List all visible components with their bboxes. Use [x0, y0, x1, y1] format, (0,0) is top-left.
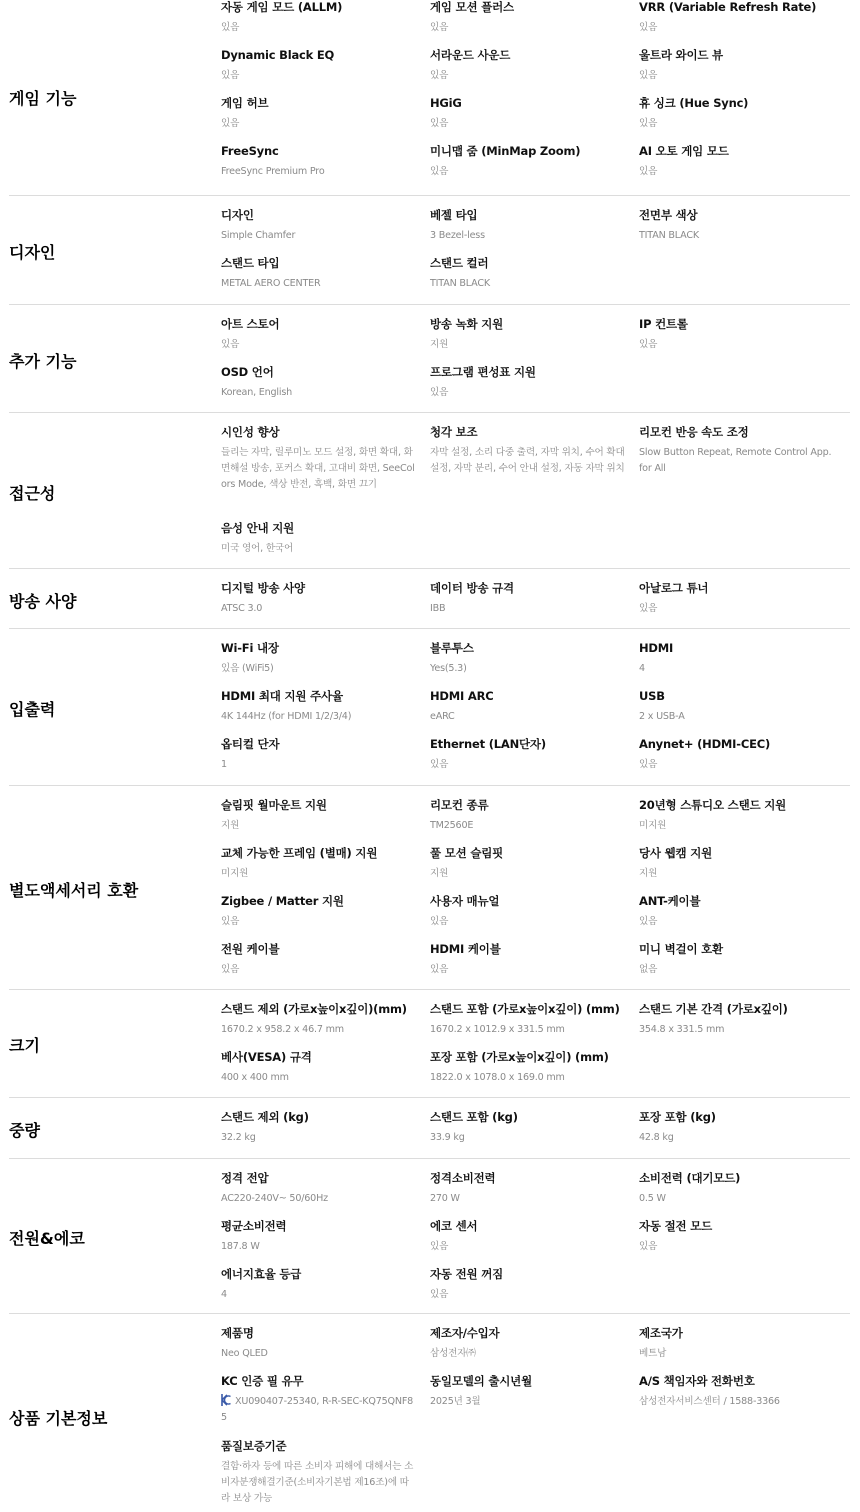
spec-value: 있음 [221, 22, 240, 33]
spec-item [221, 689, 416, 725]
section-title: 접근성 [9, 484, 56, 503]
spec-section-4 [9, 569, 850, 629]
spec-label: IP 컨트롤 [639, 317, 688, 331]
spec-label: 교체 가능한 프레임 (별매) 지원 [221, 846, 378, 860]
spec-item [221, 208, 416, 244]
spec-value: 있음 [430, 118, 449, 129]
spec-label: 스탠드 기본 간격 (가로x깊이) [639, 1002, 788, 1016]
spec-value: 4 [221, 1289, 227, 1300]
spec-item [221, 425, 416, 493]
spec-item [430, 689, 625, 725]
spec-section-6 [9, 786, 850, 990]
spec-label: 베젤 타입 [430, 208, 478, 222]
spec-value: FreeSync Premium Pro [221, 166, 325, 177]
spec-label: 미니 벽걸이 호환 [639, 942, 723, 956]
spec-value: AC220-240V~ 50/60Hz [221, 1193, 328, 1204]
spec-label: 디지털 방송 사양 [221, 581, 305, 595]
spec-value: 1670.2 x 958.2 x 46.7 mm [221, 1024, 344, 1035]
spec-value: 있음 [639, 22, 658, 33]
spec-item [221, 0, 416, 36]
spec-item [221, 942, 416, 978]
spec-value: Neo QLED [221, 1348, 268, 1359]
spec-item [430, 0, 625, 36]
spec-value: eARC [430, 711, 455, 722]
spec-item [430, 942, 625, 978]
spec-value: 있음 [430, 1241, 449, 1252]
spec-item [221, 1326, 416, 1362]
spec-item [430, 798, 625, 834]
spec-label: 정격 전압 [221, 1171, 269, 1185]
spec-label: OSD 언어 [221, 365, 274, 379]
spec-item [430, 48, 625, 84]
spec-value: 1822.0 x 1078.0 x 169.0 mm [430, 1072, 565, 1083]
spec-value: Simple Chamfer [221, 230, 296, 241]
spec-label: 옵티컬 단자 [221, 737, 280, 751]
spec-label: 음성 안내 지원 [221, 521, 295, 535]
spec-value: 있음 [639, 759, 658, 770]
spec-value: 없음 [639, 964, 658, 975]
spec-item [430, 1374, 625, 1410]
section-title: 전원&에코 [9, 1229, 85, 1248]
spec-item [221, 1267, 416, 1303]
spec-label: 시인성 향상 [221, 425, 280, 439]
spec-value: 있음 [639, 70, 658, 81]
spec-value: Slow Button Repeat, Remote Control App. for All [639, 447, 832, 474]
section-title: 입출력 [9, 700, 56, 719]
spec-label: HDMI [639, 641, 674, 655]
spec-value: 미지원 [221, 868, 249, 879]
spec-value: 있음 [221, 964, 240, 975]
spec-section-3 [9, 413, 850, 569]
spec-label: A/S 책임자와 전화번호 [639, 1374, 755, 1388]
spec-value: Yes(5.3) [430, 663, 467, 674]
spec-item [430, 581, 625, 617]
spec-label: 당사 웹캠 지원 [639, 846, 713, 860]
spec-label: AI 오토 게임 모드 [639, 144, 729, 158]
spec-label: 데이터 방송 규격 [430, 581, 514, 595]
spec-section-5 [9, 629, 850, 786]
spec-label: HGiG [430, 96, 462, 110]
spec-item [639, 1110, 834, 1146]
spec-item [221, 1002, 416, 1038]
spec-item [639, 1171, 834, 1207]
spec-item [221, 894, 416, 930]
spec-value: 있음 [430, 964, 449, 975]
spec-value: 있음 [430, 387, 449, 398]
spec-item [221, 317, 416, 353]
spec-item [221, 144, 416, 180]
spec-label: FreeSync [221, 144, 279, 158]
spec-item [430, 737, 625, 773]
spec-label: 리모컨 종류 [430, 798, 489, 812]
spec-value: 결함·하자 등에 따른 소비자 피해에 대해서는 소비자분쟁해결기준(소비자기본법 제16조)에 따라 보상 가능 [221, 1461, 414, 1504]
spec-label: HDMI ARC [430, 689, 494, 703]
spec-value: 삼성전자㈜ [430, 1348, 476, 1359]
spec-label: 포장 포함 (kg) [639, 1110, 716, 1124]
spec-value: 있음 (WiFi5) [221, 663, 274, 674]
spec-value: 4 [639, 663, 645, 674]
spec-value: 3 Bezel-less [430, 230, 485, 241]
spec-item [639, 144, 834, 180]
spec-label: 프로그램 편성표 지원 [430, 365, 536, 379]
spec-value: 들리는 자막, 릴루미노 모드 설정, 화면 확대, 화면해설 방송, 포커스 확대, 고대비 화면, SeeColors Mode, 색상 반전, 흑백, 화면 끄기 [221, 447, 415, 490]
spec-item [430, 96, 625, 132]
spec-value: 33.9 kg [430, 1132, 465, 1143]
section-title: 추가 기능 [9, 352, 77, 371]
spec-label: 정격소비전력 [430, 1171, 496, 1185]
spec-item [639, 0, 834, 36]
spec-value: TITAN BLACK [639, 230, 699, 241]
spec-value: 미지원 [639, 820, 667, 831]
spec-label: 자동 절전 모드 [639, 1219, 713, 1233]
spec-item [639, 846, 834, 882]
spec-value: 4K 144Hz (for HDMI 1/2/3/4) [221, 711, 352, 722]
spec-item [639, 96, 834, 132]
spec-label: 에코 센서 [430, 1219, 478, 1233]
spec-value: 2025년 3월 [430, 1396, 481, 1407]
spec-label: 스탠드 제외 (kg) [221, 1110, 309, 1124]
spec-item [221, 641, 416, 677]
spec-label: 게임 모션 플러스 [430, 0, 514, 14]
spec-item [221, 798, 416, 834]
spec-label: 자동 게임 모드 (ALLM) [221, 0, 343, 14]
spec-item [639, 425, 834, 477]
spec-label: Dynamic Black EQ [221, 48, 335, 62]
spec-label: Wi-Fi 내장 [221, 641, 279, 655]
spec-value: 270 W [430, 1193, 460, 1204]
spec-item [430, 846, 625, 882]
spec-section-8 [9, 1098, 850, 1159]
spec-item [639, 1326, 834, 1362]
spec-value: METAL AERO CENTER [221, 278, 321, 289]
spec-label: 아트 스토어 [221, 317, 280, 331]
spec-label: 디자인 [221, 208, 254, 222]
spec-value: 있음 [221, 70, 240, 81]
spec-section-1 [9, 196, 850, 305]
section-title: 중량 [9, 1121, 40, 1140]
spec-value: IBB [430, 603, 446, 614]
spec-value: 베트남 [639, 1348, 667, 1359]
spec-item [430, 1050, 625, 1086]
spec-label: 슬림핏 월마운트 지원 [221, 798, 327, 812]
spec-value: 있음 [430, 22, 449, 33]
spec-item [639, 798, 834, 834]
spec-item [430, 1171, 625, 1207]
spec-label: 아날로그 튜너 [639, 581, 709, 595]
spec-value: 미국 영어, 한국어 [221, 543, 294, 554]
spec-item [221, 365, 416, 401]
spec-item [639, 737, 834, 773]
spec-value: TITAN BLACK [430, 278, 490, 289]
spec-item [430, 256, 625, 292]
spec-label: 게임 허브 [221, 96, 269, 110]
spec-value: 354.8 x 331.5 mm [639, 1024, 725, 1035]
spec-value: 있음 [639, 118, 658, 129]
spec-value: 있음 [221, 339, 240, 350]
spec-label: 스탠드 제외 (가로x높이x깊이)(mm) [221, 1002, 407, 1016]
spec-item [221, 581, 416, 617]
spec-label: 울트라 와이드 뷰 [639, 48, 723, 62]
spec-item [221, 846, 416, 882]
spec-value: 있음 [639, 603, 658, 614]
spec-label: 품질보증기준 [221, 1439, 287, 1453]
spec-item [430, 1110, 625, 1146]
spec-label: 제조국가 [639, 1326, 683, 1340]
spec-item [221, 1110, 416, 1146]
spec-value: 187.8 W [221, 1241, 260, 1252]
spec-item [430, 425, 625, 477]
spec-value: 있음 [430, 759, 449, 770]
spec-item [430, 317, 625, 353]
spec-section-10 [9, 1314, 850, 1512]
spec-item [639, 641, 834, 677]
spec-item [221, 96, 416, 132]
spec-label: 베사(VESA) 규격 [221, 1050, 312, 1064]
spec-label: 평균소비전력 [221, 1219, 287, 1233]
spec-item [430, 641, 625, 677]
spec-value: 1670.2 x 1012.9 x 331.5 mm [430, 1024, 565, 1035]
spec-section-9 [9, 1159, 850, 1314]
spec-value: ATSC 3.0 [221, 603, 263, 614]
spec-value [221, 1394, 416, 1426]
spec-value: 있음 [430, 916, 449, 927]
spec-item [430, 894, 625, 930]
spec-value: 있음 [430, 1289, 449, 1300]
spec-label: 리모컨 반응 속도 조정 [639, 425, 749, 439]
spec-label: 포장 포함 (가로x높이x깊이) (mm) [430, 1050, 609, 1064]
spec-label: 에너지효율 등급 [221, 1267, 302, 1281]
spec-value: 삼성전자서비스센터 / 1588-3366 [639, 1396, 780, 1407]
spec-item [639, 1219, 834, 1255]
spec-label: USB [639, 689, 665, 703]
spec-item [430, 1267, 625, 1303]
spec-item [639, 581, 834, 617]
spec-item [430, 1002, 625, 1038]
spec-label: 소비전력 (대기모드) [639, 1171, 741, 1185]
spec-item [639, 894, 834, 930]
spec-label: 휴 싱크 (Hue Sync) [639, 96, 749, 110]
spec-label: 20년형 스튜디오 스탠드 지원 [639, 798, 787, 812]
spec-label: 사용자 매뉴얼 [430, 894, 500, 908]
spec-value: 있음 [430, 166, 449, 177]
kc-certification-icon [221, 1394, 231, 1406]
spec-value: 있음 [639, 916, 658, 927]
spec-label: 제조자/수입자 [430, 1326, 500, 1340]
spec-label: 스탠드 포함 (kg) [430, 1110, 518, 1124]
spec-item [639, 208, 834, 244]
spec-value: 있음 [639, 1241, 658, 1252]
spec-item [430, 208, 625, 244]
spec-label: 블루투스 [430, 641, 474, 655]
spec-label: 방송 녹화 지원 [430, 317, 504, 331]
section-title: 크기 [9, 1036, 40, 1055]
section-title: 별도액세서리 호환 [9, 881, 139, 900]
spec-label: 서라운드 사운드 [430, 48, 511, 62]
spec-item [221, 48, 416, 84]
section-title: 방송 사양 [9, 592, 77, 611]
spec-value: 0.5 W [639, 1193, 666, 1204]
spec-label: 청각 보조 [430, 425, 478, 439]
spec-item [430, 1326, 625, 1362]
spec-label: Zigbee / Matter 지원 [221, 894, 344, 908]
spec-value: 42.8 kg [639, 1132, 674, 1143]
spec-item [221, 1374, 416, 1426]
spec-value: 있음 [639, 166, 658, 177]
spec-value: 지원 [430, 339, 449, 350]
spec-value: Korean, English [221, 387, 293, 398]
spec-label: HDMI 케이블 [430, 942, 501, 956]
spec-value: 2 x USB-A [639, 711, 685, 722]
spec-value: 있음 [430, 70, 449, 81]
spec-section-7 [9, 990, 850, 1098]
spec-label: 전면부 색상 [639, 208, 698, 222]
spec-item [221, 1050, 416, 1086]
spec-item [430, 1219, 625, 1255]
spec-item [221, 1171, 416, 1207]
spec-item [639, 689, 834, 725]
spec-label: 제품명 [221, 1326, 254, 1340]
spec-item [221, 1439, 416, 1507]
spec-label: Anynet+ (HDMI-CEC) [639, 737, 771, 751]
spec-value: 지원 [639, 868, 658, 879]
spec-section-0 [9, 0, 850, 196]
spec-value: 32.2 kg [221, 1132, 256, 1143]
spec-item [430, 365, 625, 401]
spec-label: 동일모델의 출시년월 [430, 1374, 532, 1388]
spec-item [639, 942, 834, 978]
spec-label: Ethernet (LAN단자) [430, 737, 546, 751]
spec-item [430, 144, 625, 180]
kc-certification-value: XU090407-25340, R-R-SEC-KQ75QNF85 [221, 1396, 414, 1423]
spec-label: 미니맵 줌 (MinMap Zoom) [430, 144, 581, 158]
section-title: 디자인 [9, 243, 56, 262]
spec-item [221, 256, 416, 292]
spec-value: 1 [221, 759, 227, 770]
spec-value: 지원 [221, 820, 240, 831]
spec-label: 스탠드 타입 [221, 256, 280, 270]
spec-value: 자막 설정, 소리 다중 출력, 자막 위치, 수어 확대 설정, 자막 분리, 수어 안내 설정, 자동 자막 위치 [430, 447, 625, 474]
spec-value: TM2560E [430, 820, 474, 831]
spec-value: 있음 [639, 339, 658, 350]
spec-label: 전원 케이블 [221, 942, 280, 956]
spec-item [639, 317, 834, 353]
spec-label: 풀 모션 슬림핏 [430, 846, 504, 860]
spec-item [221, 521, 416, 557]
spec-value: 400 x 400 mm [221, 1072, 289, 1083]
spec-value: 있음 [221, 916, 240, 927]
spec-item [639, 1002, 834, 1038]
spec-label: 스탠드 컬러 [430, 256, 489, 270]
spec-item [639, 48, 834, 84]
spec-label: HDMI 최대 지원 주사율 [221, 689, 343, 703]
spec-label: VRR (Variable Refresh Rate) [639, 0, 817, 14]
spec-label: KC 인증 필 유무 [221, 1374, 304, 1388]
section-title: 상품 기본정보 [9, 1409, 108, 1428]
section-title: 게임 기능 [9, 89, 77, 108]
spec-value: 지원 [430, 868, 449, 879]
spec-label: ANT-케이블 [639, 894, 701, 908]
spec-section-2 [9, 305, 850, 413]
spec-label: 스탠드 포함 (가로x높이x깊이) (mm) [430, 1002, 620, 1016]
spec-label: 자동 전원 꺼짐 [430, 1267, 504, 1281]
spec-item [221, 1219, 416, 1255]
spec-item [639, 1374, 834, 1410]
spec-value: 있음 [221, 118, 240, 129]
spec-item [221, 737, 416, 773]
